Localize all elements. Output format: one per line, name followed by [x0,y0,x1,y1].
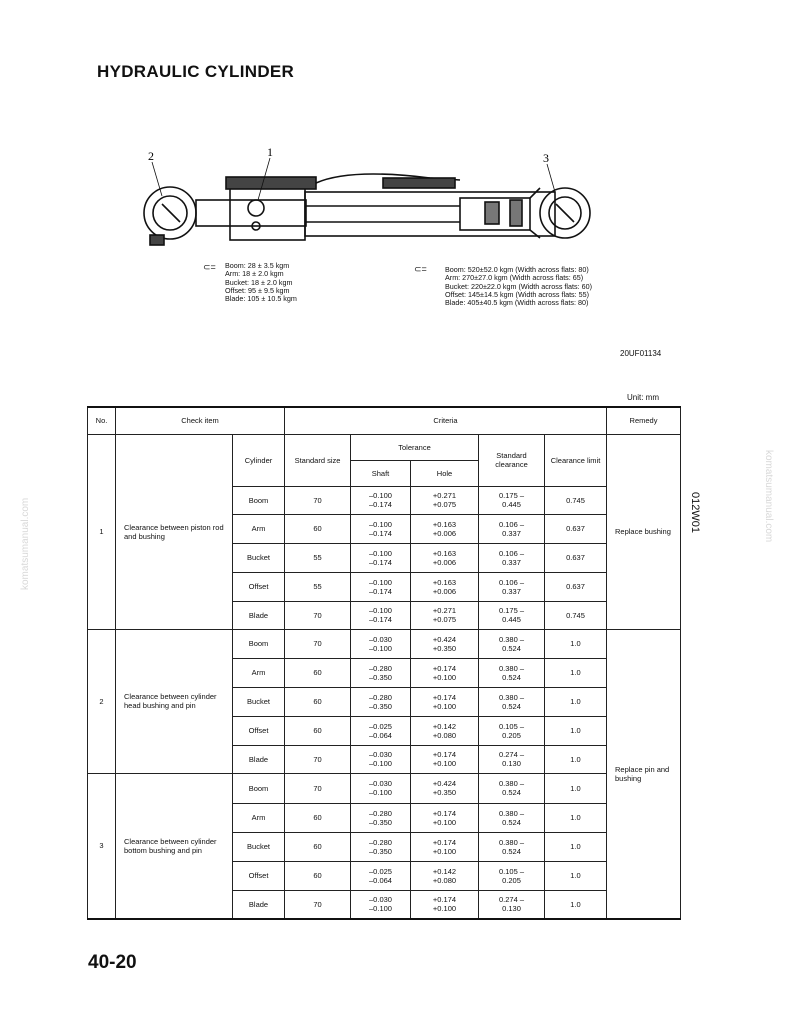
table-row: Boom 70 –0.100 –0.174 +0.271 +0.075 0.175 – 0.445 0.745 [88,486,681,514]
header-tolerance: Tolerance [351,434,479,460]
table-row: Blade 70 –0.030 –0.100 +0.174 +0.100 0.274 – 0.130 1.0 [88,745,681,773]
header-criteria: Criteria [285,407,607,434]
table-row: Offset 55 –0.100 –0.174 +0.163 +0.006 0.106 – 0.337 0.637 [88,572,681,601]
table-row: Arm 60 –0.100 –0.174 +0.163 +0.006 0.106 – 0.337 0.637 [88,514,681,543]
header-standard-size: Standard size [285,434,351,486]
clearance-table [87,406,681,920]
figure-id: 20UF01134 [620,349,662,358]
callout-1: 1 [267,145,273,159]
table-row: 2 Clearance between cylinder head bushing and pin Boom 70 –0.030 –0.100 +0.424 +0.350 0.380 – 0.524 1.0 Replace pin and bushing [88,629,681,658]
header-no: No. [88,407,116,434]
torque-list-right: Boom: 520±52.0 kgm (Width across flats: 80) Arm: 270±27.0 kgm (Width across flats: 65) Bucket: 220±22.0 kgm (Width across flats: 60) Offset: 145±14.5 kgm (Width across flats: 55) Blade: 405±40.5 kgm (Width across flats: 80) [445,265,592,308]
group-remedy: Replace bushing [607,434,681,629]
header-check-item: Check item [116,407,285,434]
callout-2: 2 [148,149,154,163]
header-clearance-limit: Clearance limit [545,434,607,486]
header-remedy: Remedy [607,407,681,434]
table-row: Bucket 60 –0.280 –0.350 +0.174 +0.100 0.380 – 0.524 1.0 [88,687,681,716]
torque-list-left: Boom: 28 ± 3.5 kgm Arm: 18 ± 2.0 kgm Bucket: 18 ± 2.0 kgm Offset: 95 ± 9.5 kgm Blade: 105 ± 10.5 kgm [225,261,297,304]
header-standard-clearance: Standard clearance [479,434,545,486]
unit-label: Unit: mm [627,393,659,402]
table-row: Blade 70 –0.100 –0.174 +0.271 +0.075 0.175 – 0.445 0.745 [88,601,681,629]
watermark-right: komatsumanual.com [763,450,774,543]
watermark-left: komatsumanual.com [20,497,31,590]
group-no: 1 [88,434,116,629]
header-cylinder: Cylinder [233,434,285,486]
side-code: 012W01 [689,492,701,533]
group-remedy: Replace pin and bushing [607,629,681,919]
callout-3: 3 [543,151,549,165]
group-item: Clearance between piston rod and bushing [116,434,233,629]
wrench-icon: ⊂= [203,262,216,272]
table-row: 3 Clearance between cylinder bottom bushing and pin Boom 70 –0.030 –0.100 +0.424 +0.350 0.380 – 0.524 1.0 [88,773,681,803]
table-row: Bucket 55 –0.100 –0.174 +0.163 +0.006 0.106 – 0.337 0.637 [88,543,681,572]
table-row: Arm 60 –0.280 –0.350 +0.174 +0.100 0.380 – 0.524 1.0 [88,803,681,832]
header-hole: Hole [411,460,479,486]
header-shaft: Shaft [351,460,411,486]
table-row: Arm 60 –0.280 –0.350 +0.174 +0.100 0.380 – 0.524 1.0 [88,658,681,687]
table-row: Offset 60 –0.025 –0.064 +0.142 +0.080 0.105 – 0.205 1.0 [88,861,681,890]
hydraulic-cylinder-drawing [130,140,630,270]
page-number: 40-20 [88,952,137,973]
page-title: HYDRAULIC CYLINDER [97,62,295,81]
table-row: Offset 60 –0.025 –0.064 +0.142 +0.080 0.105 – 0.205 1.0 [88,716,681,745]
table-row: Bucket 60 –0.280 –0.350 +0.174 +0.100 0.380 – 0.524 1.0 [88,832,681,861]
wrench-icon: ⊂= [414,264,427,274]
table-row: Blade 70 –0.030 –0.100 +0.174 +0.100 0.274 – 0.130 1.0 [88,890,681,919]
